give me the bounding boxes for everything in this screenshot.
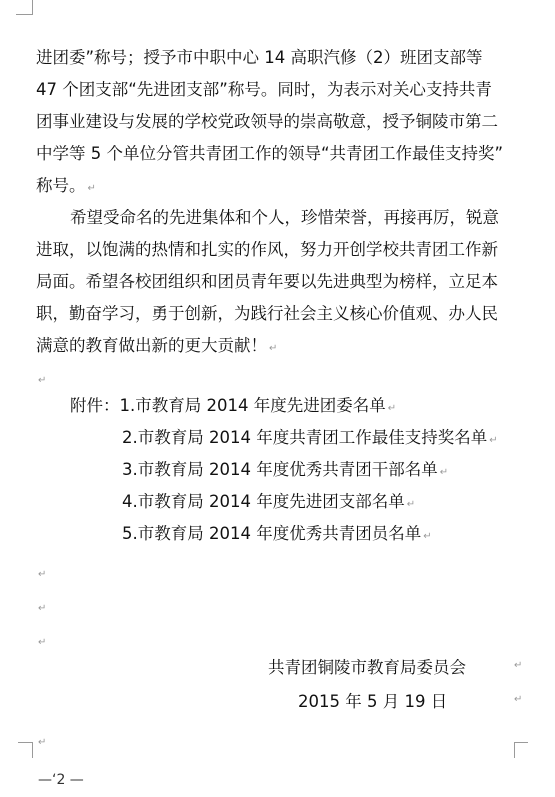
body-text: 47 个团支部“先进团支部”称号。同时，为表示对关心支持共青: [36, 80, 492, 99]
paragraph-mark-icon: ↵: [38, 569, 47, 580]
paragraph-mark-icon: ↵: [87, 183, 96, 194]
attachment-line: [70, 396, 396, 419]
body-line: [36, 336, 277, 359]
paragraph-mark-icon: ↵: [514, 660, 523, 671]
paragraph-mark-icon: ↵: [38, 603, 47, 614]
crop-mark-bottom-left: [16, 742, 33, 758]
attachment-line: [122, 428, 498, 451]
paragraph-mark-icon: ↵: [38, 375, 47, 386]
attachment-line: [122, 492, 415, 515]
crop-mark-bottom-left-h: [18, 742, 32, 743]
attachment-item: 5.市教育局 2014 年度优秀共青团员名单: [122, 524, 422, 543]
body-line: [36, 48, 483, 68]
attachment-label: 附件：: [70, 396, 120, 415]
body-text: 进团委”称号；授予市中职中心 14 高职汽修（2）班团支部等: [36, 48, 483, 67]
empty-line: [36, 630, 46, 653]
signature-org: [268, 658, 466, 678]
paragraph-mark-icon: ↵: [423, 531, 432, 542]
crop-mark-bottom-right-h: [514, 742, 528, 743]
body-line: [36, 144, 503, 164]
body-text: 进取，以饱满的热情和扎实的作风，努力开创学校共青团工作新: [36, 240, 498, 259]
body-text: 希望受命名的先进集体和个人，珍惜荣誉，再接再厉，锐意: [70, 208, 499, 227]
signature-date-text: 2015 年 5 月 19 日: [298, 692, 448, 711]
body-line: [36, 176, 96, 199]
paragraph-mark-icon: ↵: [406, 499, 416, 510]
body-text: 局面。希望各校团组织和团员青年要以先进典型为榜样，立足本: [36, 272, 498, 291]
empty-line: [36, 596, 46, 619]
body-text: 称号。: [36, 176, 86, 195]
body-line: [36, 272, 498, 292]
paragraph-mark-icon: ↵: [269, 343, 278, 354]
body-line: [36, 112, 498, 132]
empty-line: [36, 562, 46, 585]
attachment-item: 4.市教育局 2014 年度先进团支部名单: [122, 492, 405, 511]
crop-mark-top-left: [16, 0, 33, 15]
paragraph-mark-icon: ↵: [387, 403, 397, 414]
signature-org-text: 共青团铜陵市教育局委员会: [268, 658, 466, 677]
body-text: 满意的教育做出新的更大贡献！: [36, 336, 267, 355]
body-text: 中学等 5 个单位分管共青团工作的领导“共青团工作最佳支持奖”: [36, 144, 504, 163]
page-number: —‘2 —: [38, 772, 84, 788]
empty-line: [36, 730, 46, 753]
paragraph-mark-icon: ↵: [514, 694, 523, 705]
paragraph-mark-icon: ↵: [38, 637, 47, 648]
attachment-line: [122, 524, 432, 547]
paragraph-mark-icon: ↵: [489, 435, 498, 446]
body-line: [70, 208, 499, 228]
attachment-item: 2.市教育局 2014 年度共青团工作最佳支持奖名单: [122, 428, 488, 447]
paragraph-mark-icon: ↵: [439, 467, 449, 478]
attachment-item: 3.市教育局 2014 年度优秀共青团干部名单: [122, 460, 438, 479]
body-text: 职，勤奋学习，勇于创新，为践行社会主义核心价值观、办人民: [36, 304, 498, 323]
empty-line: [36, 368, 46, 391]
attachment-line: [122, 460, 448, 483]
body-line: [36, 80, 492, 100]
paragraph-mark-icon: ↵: [38, 737, 47, 748]
crop-mark-bottom-right: [514, 742, 531, 758]
body-line: [36, 304, 498, 324]
signature-date: [298, 692, 447, 712]
body-line: [36, 240, 498, 260]
body-text: 团事业建设与发展的学校党政领导的崇高敬意，授予铜陵市第二: [36, 112, 498, 131]
attachment-item: 1.市教育局 2014 年度先进团委名单: [119, 396, 386, 415]
